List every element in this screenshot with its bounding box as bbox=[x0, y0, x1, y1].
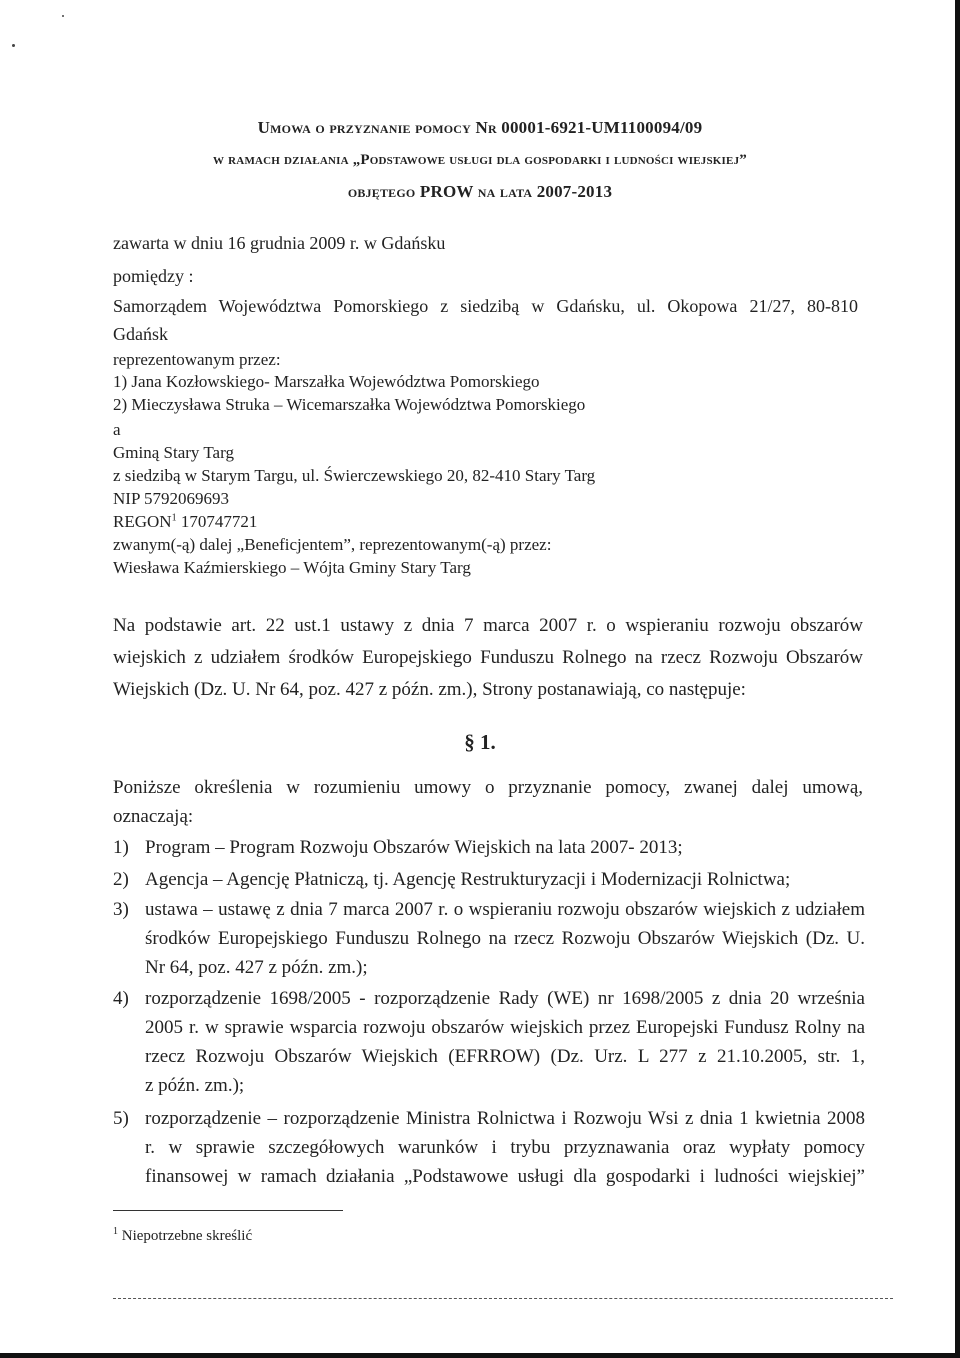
definitions-intro-cont: oznaczają: bbox=[113, 806, 194, 827]
scan-border-right bbox=[955, 0, 960, 1358]
representative-2: 2) Mieczysława Struka – Wicemarszałka Województwa Pomorskiego bbox=[113, 395, 586, 414]
and-label: a bbox=[113, 420, 121, 439]
definition-agencja: Agencja – Agencję Płatniczą, tj. Agencję Restrukturyzacji i Modernizacji Rolnictwa; bbox=[145, 869, 791, 890]
scan-speck bbox=[12, 44, 15, 47]
title-line-1: Umowa o przyznanie pomocy Nr 00001-6921-UM1100094/09 bbox=[257, 118, 703, 137]
footnote-text: Niepotrzebne skreślić bbox=[118, 1228, 253, 1244]
beneficiary-representative: Wiesława Kaźmierskiego – Wójta Gminy Stary Targ bbox=[113, 558, 471, 577]
legal-basis-line-2: wiejskich z udziałem środków Europejskiego Funduszu Rolnego na rzecz Rozwoju Obszarów bbox=[113, 647, 863, 668]
bottom-dashed-line bbox=[113, 1298, 893, 1299]
regon-value: 170747721 bbox=[176, 512, 258, 531]
legal-basis-line-1: Na podstawie art. 22 ust.1 ustawy z dnia 7 marca 2007 r. o wspieraniu rozwoju obszarów bbox=[113, 615, 863, 636]
representative-1: 1) Jana Kozłowskiego- Marszałka Województwa Pomorskiego bbox=[113, 372, 540, 391]
regon-label: REGON bbox=[113, 512, 172, 531]
title-line-3: objętego PROW na lata 2007-2013 bbox=[347, 182, 613, 201]
beneficiary-clause: zwanym(-ą) dalej „Beneficjentem”, reprezentowanym(-ą) przez: bbox=[113, 535, 552, 554]
definition-regulation-1698-cont: rzecz Rozwoju Obszarów Wiejskich (EFRROW) (Dz. Urz. L 277 z 21.10.2005, str. 1, bbox=[145, 1046, 865, 1067]
party1-city: Gdańsk bbox=[113, 324, 168, 344]
party2-nip: NIP 5792069693 bbox=[113, 489, 230, 508]
definition-regulation-1698: rozporządzenie 1698/2005 - rozporządzenie Rady (WE) nr 1698/2005 z dnia 20 września bbox=[145, 988, 865, 1009]
contract-date-place: zawarta w dniu 16 grudnia 2009 r. w Gdańsku bbox=[113, 233, 446, 253]
definitions-intro: Poniższe określenia w rozumieniu umowy o przyznanie pomocy, zwanej dalej umową, bbox=[113, 777, 863, 798]
represented-by-label: reprezentowanym przez: bbox=[113, 350, 281, 369]
definition-regulation-1698-cont: 2005 r. w sprawie wsparcia rozwoju obszarów wiejskich przez Europejski Fundusz Rolny na bbox=[145, 1017, 865, 1038]
list-item-number: 5) bbox=[113, 1108, 129, 1129]
scan-border-bottom bbox=[0, 1353, 960, 1358]
definition-ustawa-cont: Nr 64, poz. 427 z późn. zm.); bbox=[145, 957, 368, 978]
party2-seat: z siedzibą w Starym Targu, ul. Świerczewskiego 20, 82-410 Stary Targ bbox=[113, 466, 596, 485]
scan-speck bbox=[62, 15, 64, 17]
definition-ustawa-cont: środków Europejskiego Funduszu Rolnego na rzecz Rozwoju Obszarów Wiejskich (Dz. U. bbox=[145, 928, 865, 949]
party2-regon bbox=[113, 512, 257, 532]
footnote-marker: 1 bbox=[113, 1226, 118, 1237]
section-heading: § 1. bbox=[464, 730, 496, 754]
party1-address: Samorządem Województwa Pomorskiego z siedzibą w Gdańsku, ul. Okopowa 21/27, 80-810 bbox=[113, 296, 858, 316]
between-label: pomiędzy : bbox=[113, 266, 194, 286]
list-item-number: 1) bbox=[113, 837, 129, 858]
definition-regulation-ministry-cont: finansowej w ramach działania „Podstawowe usługi dla gospodarki i ludności wiejskiej” bbox=[145, 1166, 865, 1187]
party2-name: Gminą Stary Targ bbox=[113, 443, 234, 462]
footnote-ref: 1 bbox=[171, 512, 177, 524]
definition-regulation-1698-cont: z późn. zm.); bbox=[145, 1075, 245, 1096]
list-item-number: 4) bbox=[113, 988, 129, 1009]
footnote-separator bbox=[113, 1210, 343, 1211]
legal-basis-line-3: Wiejskich (Dz. U. Nr 64, poz. 427 z późn. zm.), Strony postanawiają, co następuje: bbox=[113, 679, 746, 700]
definition-ustawa: ustawa – ustawę z dnia 7 marca 2007 r. o wspieraniu rozwoju obszarów wiejskich z udziałem bbox=[145, 899, 865, 920]
list-item-number: 2) bbox=[113, 869, 129, 890]
definition-regulation-ministry-cont: r. w sprawie szczegółowych warunków i trybu przyznawania oraz wypłaty pomocy bbox=[145, 1137, 865, 1158]
list-item-number: 3) bbox=[113, 899, 129, 920]
footnote bbox=[113, 1226, 252, 1245]
definition-program: Program – Program Rozwoju Obszarów Wiejskich na lata 2007- 2013; bbox=[145, 837, 683, 858]
definition-regulation-ministry: rozporządzenie – rozporządzenie Ministra Rolnictwa i Rozwoju Wsi z dnia 1 kwietnia 2008 bbox=[145, 1108, 865, 1129]
title-line-2: w ramach działania „Podstawowe usługi dla gospodarki i ludności wiejskiej” bbox=[213, 152, 747, 168]
